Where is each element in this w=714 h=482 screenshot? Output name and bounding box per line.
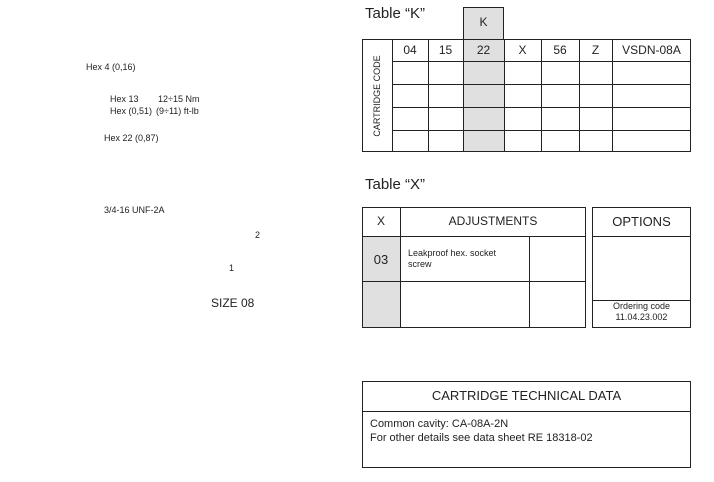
table-k-col-vsdn: VSDN-08A [622, 43, 681, 57]
table-x-row-desc-line2: screw [408, 259, 432, 269]
table-x-row-code: 03 [373, 252, 389, 267]
table-x-col-adjustments: ADJUSTMENTS [448, 214, 538, 228]
table-k-col-z: Z [591, 43, 600, 57]
ordering-code-label: Ordering code [612, 301, 671, 311]
hex-051-label: Hex (0,51) [110, 106, 153, 116]
table-k-highlight-label: K [479, 15, 488, 29]
table-k-col-04: 04 [403, 43, 417, 57]
port-2-number: 2 [255, 230, 261, 240]
torque-ftlb-label: (9÷11) ft-lb [156, 106, 199, 116]
technical-data-line1: Common cavity: CA-08A-2N [370, 418, 509, 430]
table-k-col-15: 15 [438, 43, 453, 57]
hex22-label: Hex 22 (0,87) [104, 133, 159, 143]
options-title: OPTIONS [612, 214, 671, 229]
table-k-col-x: X [518, 43, 527, 57]
size-label: SIZE 08 [211, 296, 255, 310]
port-1-number: 1 [229, 263, 235, 273]
thread-label: 3/4-16 UNF-2A [104, 205, 165, 215]
ordering-code-value: 11.04.23.002 [615, 312, 668, 322]
table-k-title: Table “K” [365, 5, 426, 22]
technical-data-line2: For other details see data sheet RE 18318-02 [370, 432, 593, 444]
torque-nm-label: 12÷15 Nm [158, 94, 200, 104]
table-k-col-56: 56 [553, 43, 567, 57]
table-k-row-header: CARTRIDGE CODE [372, 55, 382, 137]
table-x-title: Table “X” [365, 176, 426, 193]
table-k-col-22: 22 [476, 43, 491, 57]
hex4-label: Hex 4 (0,16) [86, 62, 136, 72]
technical-data-title: CARTRIDGE TECHNICAL DATA [431, 388, 622, 403]
table-x-col-x: X [376, 214, 385, 228]
table-x-row-desc-line1: Leakproof hex. socket [408, 248, 497, 258]
hex13-label: Hex 13 [110, 94, 139, 104]
